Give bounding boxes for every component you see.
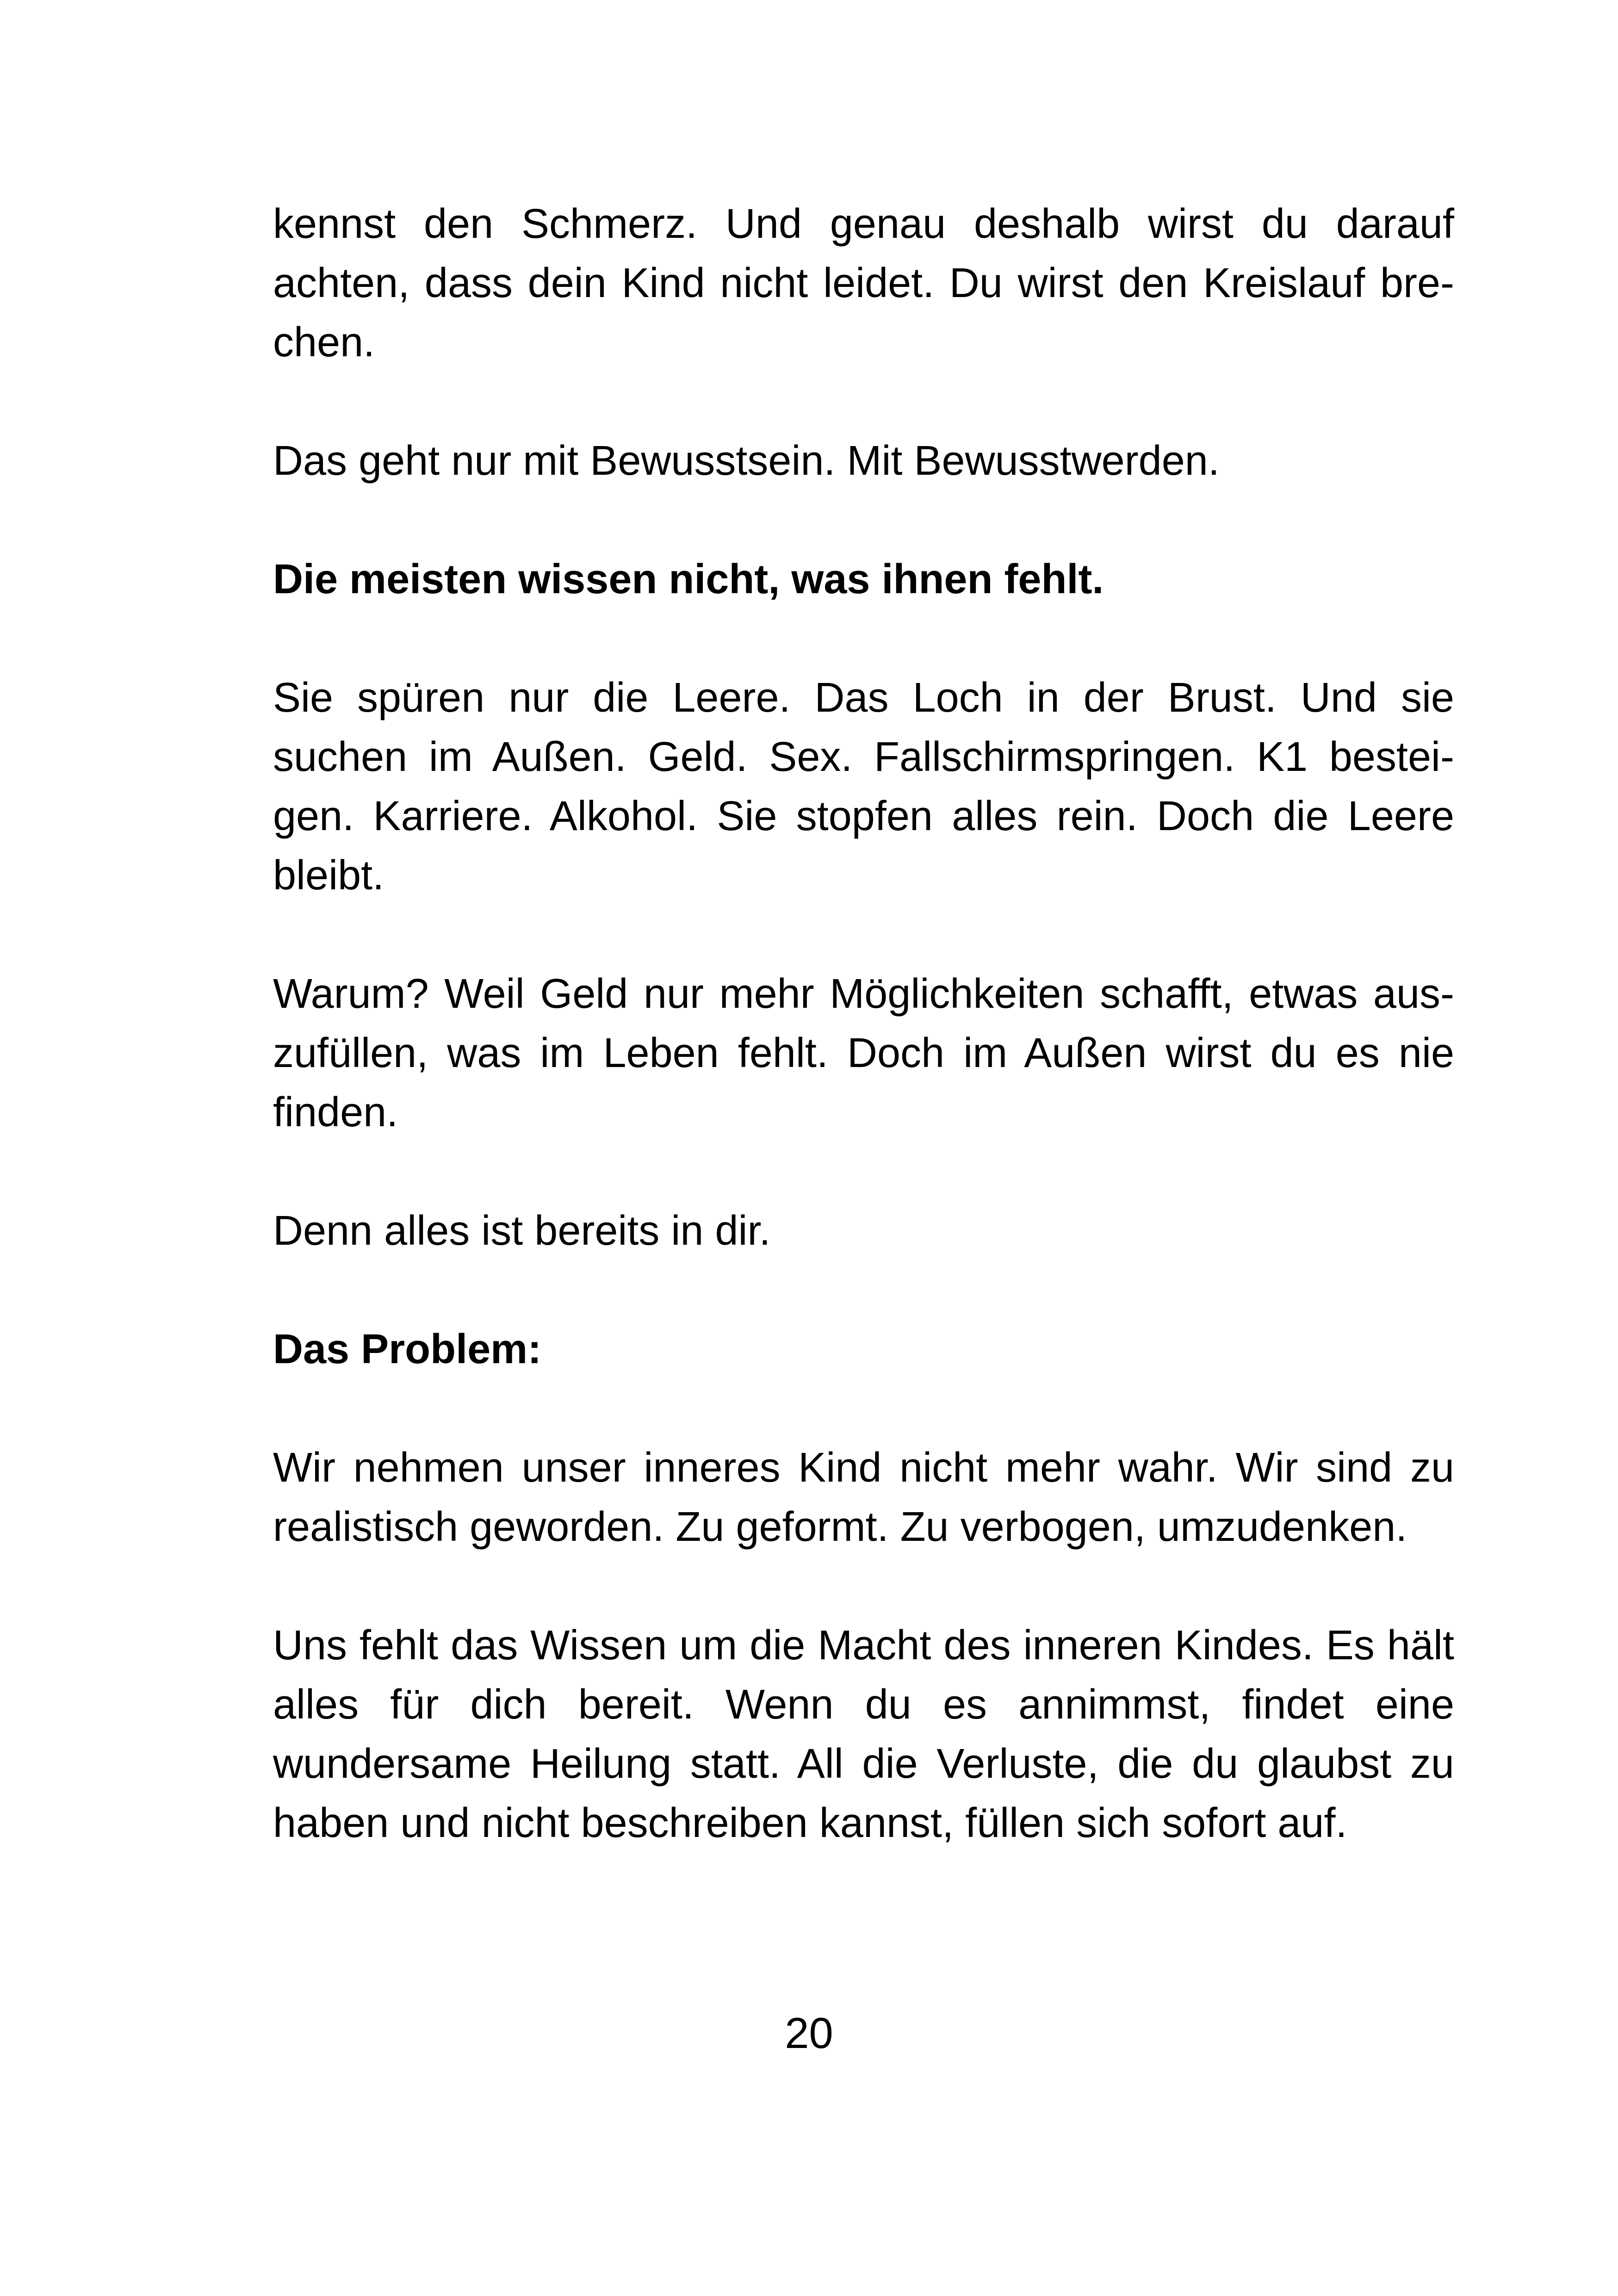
paragraph-5: Denn alles ist bereits in dir. [273,1208,771,1254]
paragraph-6: Wir nehmen unser inneres Kind nicht mehr wahr. Wir sind zu realistisch geworden. Zu geformt. Zu verbogen, umzudenken. [273,1445,1454,1550]
page-body [273,194,1454,1912]
paragraph-4: Warum? Weil Geld nur mehr Möglichkeiten schafft, etwas aus-zufüllen, was im Leben fehlt. Doch im Außen wirst du es nie finden. [273,971,1454,1136]
paragraph-2: Das geht nur mit Bewusstsein. Mit Bewusstwerden. [273,438,1220,484]
paragraph-1: kennst den Schmerz. Und genau deshalb wirst du darauf achten, dass dein Kind nicht leidet. Du wirst den Kreislauf bre-chen. [273,201,1454,366]
bold-heading-2: Das Problem: [273,1326,542,1372]
paragraph-3: Sie spüren nur die Leere. Das Loch in der Brust. Und sie suchen im Außen. Geld. Sex. Fallschirmspringen. K1 bestei-gen. Karriere. Alkohol. Sie stopfen alles rein. Doch die Leere bleibt. [273,675,1454,899]
bold-heading-1: Die meisten wissen nicht, was ihnen fehlt. [273,556,1104,602]
paragraph-7: Uns fehlt das Wissen um die Macht des inneren Kindes. Es hält alles für dich bereit. Wenn du es annimmst, findet eine wundersame Heilung statt. All die Verluste, die du glaubst zu haben und nicht beschreiben kannst, füllen sich sofort auf. [273,1622,1454,1846]
page-number: 20 [785,2009,833,2057]
